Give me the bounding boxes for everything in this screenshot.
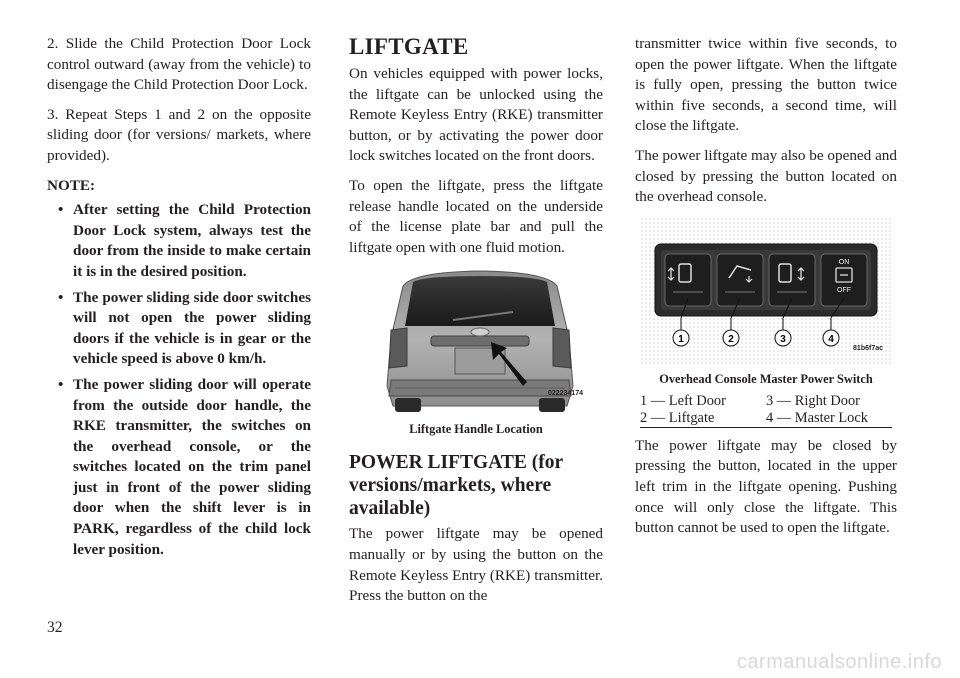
- legend-item: 4 — Master Lock: [766, 409, 868, 426]
- overhead-console-figure: [641, 218, 891, 366]
- note-list: [47, 200, 311, 560]
- callout-4: [823, 330, 839, 346]
- figure-caption: Overhead Console Master Power Switch: [659, 371, 873, 386]
- page-number: 32: [47, 619, 63, 636]
- middle-column: [349, 34, 603, 616]
- legend-item: 2 — Liftgate: [640, 409, 715, 426]
- liftgate-paragraph-5: The power liftgate may be closed by pressing the button, located in the upper left trim in the liftgate opening. Pushing once will only close the liftgate. This button cannot be used to open the liftgate.: [635, 436, 897, 537]
- power-liftgate-heading: POWER LIFTGATE (for versions/markets, where available): [349, 452, 563, 520]
- callout-3: [775, 330, 791, 346]
- liftgate-paragraph-2: To open the liftgate, press the liftgate release handle located on the underside of the license plate bar and pull the liftgate open with one fluid motion.: [349, 176, 603, 256]
- switch-off-label: OFF: [837, 286, 851, 294]
- callout-2: [723, 330, 739, 346]
- figure-code: 81b6f7ac: [853, 345, 883, 353]
- liftgate-paragraph-3: transmitter twice within five seconds, to open the power liftgate. When the liftgate is fully open, pressing the button twice within five seconds, a second time, will close the liftgate.: [635, 35, 897, 135]
- note-item: • After setting the Child Protection Door Lock system, always test the door from the inside to make certain it is in the desired position.: [47, 200, 311, 282]
- figure-caption: Liftgate Handle Location: [409, 422, 543, 437]
- svg-text:4: 4: [828, 333, 834, 345]
- right-column: [635, 34, 897, 548]
- step-2-text: 2. Slide the Child Protection Door Lock control outward (away from the vehicle) to disengage the Child Protection Door Lock.: [47, 35, 311, 94]
- liftgate-paragraph-4: The power liftgate may also be opened and closed by pressing the button located on the overhead console.: [635, 146, 897, 206]
- legend-item: 3 — Right Door: [766, 392, 860, 409]
- liftgate-handle-figure: [373, 268, 587, 416]
- legend-row: [640, 410, 892, 427]
- step-3-text: 3. Repeat Steps 1 and 2 on the opposite sliding door (for versions/ markets, where provided).: [47, 105, 311, 164]
- svg-text:2: 2: [728, 333, 734, 345]
- switch-legend: [640, 393, 892, 428]
- legend-item: 1 — Left Door: [640, 392, 726, 409]
- note-item: • The power sliding door will operate from the outside door handle, the RKE transmitter, the switches on the overhead console, or the switches located on the trim panel just in front of the power sliding door when the shift lever is in PARK, regardless of the child lock lever position.: [47, 375, 311, 560]
- svg-text:3: 3: [780, 333, 786, 345]
- liftgate-heading: LIFTGATE: [349, 34, 469, 59]
- svg-text:1: 1: [678, 333, 684, 345]
- power-liftgate-paragraph: The power liftgate may be opened manually or by using the button on the Remote Keyless Entry (RKE) transmitter. Press the button on the: [349, 525, 603, 605]
- legend-row: [640, 393, 892, 410]
- watermark: carmanualsonline.info: [736, 651, 942, 673]
- figure-code: 022234174: [547, 389, 583, 397]
- note-item: • The power sliding side door switches will not open the power sliding doors if the vehicle is in gear or the vehicle speed is above 0 km/h.: [47, 288, 311, 370]
- liftgate-paragraph-1: On vehicles equipped with power locks, the liftgate can be unlocked using the Remote Keyless Entry (RKE) transmitter button, or by activating the power door lock switches located on the front doors.: [349, 65, 603, 165]
- switch-on-label: ON: [838, 258, 850, 266]
- callout-1: [673, 330, 689, 346]
- note-label: NOTE:: [47, 176, 96, 194]
- left-column: [47, 34, 311, 565]
